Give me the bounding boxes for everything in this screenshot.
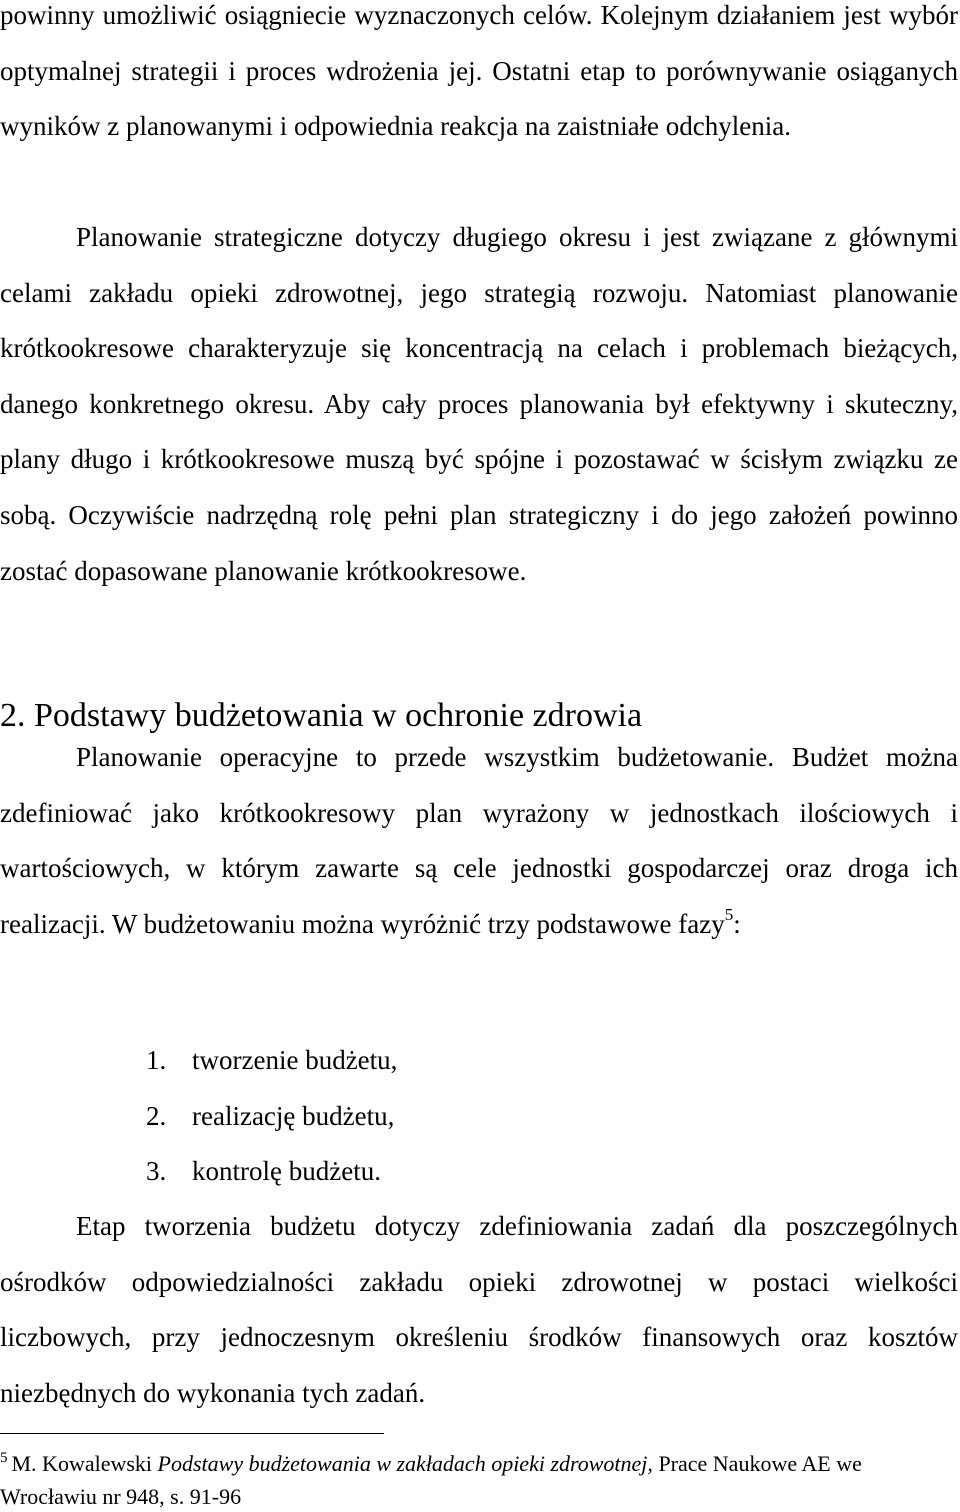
list-item-number: 1. bbox=[146, 1045, 167, 1075]
budget-phases-list bbox=[146, 1033, 397, 1200]
footnote-author: M. Kowalewski bbox=[11, 1451, 153, 1476]
paragraph-budget-creation: Etap tworzenia budżetu dotyczy zdefiniowania zadań dla poszczególnych ośrodków odpowiedzialności zakładu opieki zdrowotnej w postaci wielkości liczbowych, przy jednoczesnym określeniu środków finansowych oraz kosztów niezbędnych do wykonania tych zadań. bbox=[0, 1211, 958, 1408]
list-item-text: realizację budżetu, bbox=[192, 1100, 395, 1131]
footnote-mark: 5 bbox=[0, 1450, 8, 1466]
paragraph-continued: powinny umożliwić osiągniecie wyznaczonych celów. Kolejnym działaniem jest wybór optymalnej strategii i proces wdrożenia jej. Ostatni etap to porównywanie osiąganych wyników z planowanymi i odpowiednia reakcja na zaistniałe odchylenia. bbox=[0, 0, 958, 142]
footnote-source: Prace Naukowe AE we Wrocławiu nr 948, s. 91-96 bbox=[0, 1451, 862, 1509]
list-item bbox=[146, 1089, 397, 1145]
footnote-reference[interactable]: 5 bbox=[724, 904, 734, 924]
paragraph-operational-planning-end: : bbox=[733, 908, 741, 939]
list-item-text: kontrolę budżetu. bbox=[192, 1156, 381, 1187]
footnote-title: Podstawy budżetowania w zakładach opieki zdrowotnej, bbox=[157, 1451, 653, 1476]
footnote bbox=[0, 1449, 900, 1512]
section-heading: 2. Podstawy budżetowania w ochronie zdrowia bbox=[0, 697, 643, 734]
paragraph-operational-planning bbox=[0, 730, 958, 952]
paragraph-operational-planning-text: Planowanie operacyjne to przede wszystkim budżetowanie. Budżet można zdefiniować jako krótkookresowy plan wyrażony w jednostkach ilościowych i wartościowych, w którym zawarte są cele jednostki gospodarczej oraz droga ich realizacji. W budżetowaniu można wyróżnić trzy podstawowe fazy bbox=[0, 742, 958, 939]
list-item-number: 3. bbox=[146, 1156, 167, 1187]
list-item-number: 2. bbox=[146, 1100, 167, 1131]
list-item bbox=[146, 1033, 397, 1089]
paragraph-strategic-planning: Planowanie strategiczne dotyczy długiego okresu i jest związane z głównymi celami zakładu opieki zdrowotnej, jego strategią rozwoju. Natomiast planowanie krótkookresowe charakteryzuje się koncentracją na celach i problemach bieżących, danego konkretnego okresu. Aby cały proces planowania był efektywny i skuteczny, plany długo i krótkookresowe muszą być spójne i pozostawać w ścisłym związku ze sobą. Oczywiście nadrzędną rolę pełni plan strategiczny i do jego założeń powinno zostać dopasowane planowanie krótkookresowe. bbox=[0, 222, 958, 586]
footnote-separator bbox=[0, 1433, 384, 1434]
list-item bbox=[146, 1144, 397, 1200]
list-item-text: tworzenie budżetu, bbox=[192, 1045, 398, 1075]
